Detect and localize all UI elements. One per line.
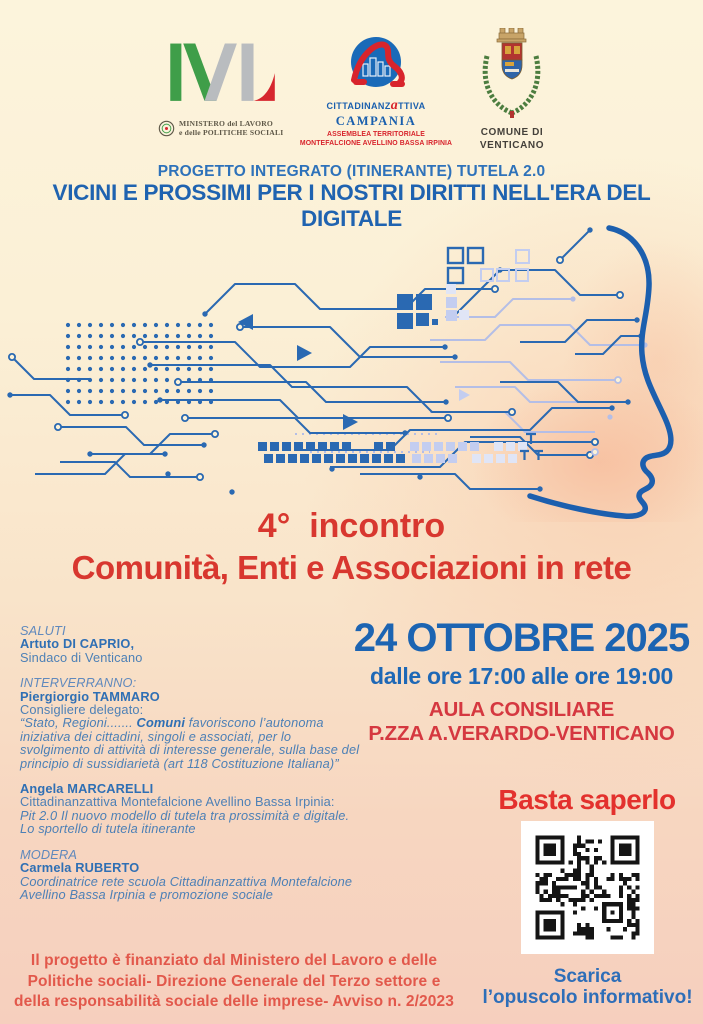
comune-text-line1: COMUNE DI xyxy=(480,127,544,138)
cittadinanzattiva-sub-line1: ASSEMBLEA TERRITORIALE xyxy=(327,131,425,138)
dot-matrix-grid xyxy=(66,323,213,404)
project-title: VICINI E PROSSIMI PER I NOSTRI DIRITTI NELL'ERA DEL DIGITALE xyxy=(52,180,651,231)
speaker2-org: Cittadinanzattiva Montefalcione Avellino Bassa Irpinia: xyxy=(20,794,335,810)
italy-emblem-icon xyxy=(158,120,175,137)
qr-caption-line1: Scarica xyxy=(553,966,622,987)
ministero-logo-text-line2: e delle POLITICHE SOCIALI xyxy=(179,128,284,137)
cittadinanzattiva-sub-line2: MONTEFALCIONE AVELLINO BASSA IRPINIA xyxy=(299,139,453,147)
interverranno-block xyxy=(20,676,362,770)
venticano-crest-icon xyxy=(465,28,559,120)
speaker2-name: Angela MARCARELLI xyxy=(20,781,154,797)
meeting-title: Comunità, Enti e Associazioni in rete xyxy=(71,549,632,586)
cittadinanzattiva-mark-icon xyxy=(335,34,417,92)
event-venue xyxy=(340,698,703,746)
ministero-lavoro-logo xyxy=(158,38,292,137)
brand-red-a: a xyxy=(390,98,399,113)
venue-line2: P.ZZA A.VERARDO-VENTICANO xyxy=(368,722,675,745)
meeting-number-title: 4° incontro xyxy=(257,507,446,545)
speaker2-topic: Pit 2.0 Il nuovo modello di tutela tra prossimità e digitale. Lo sportello di tutela itinerante xyxy=(20,807,350,837)
speaker1-role: Consigliere delegato: xyxy=(20,702,144,718)
qr-heading: Basta saperlo xyxy=(498,784,676,815)
speaker1-name: Piergiorgio TAMMARO xyxy=(20,688,160,704)
circuit-face-graphic xyxy=(0,222,703,522)
funding-statement: Il progetto è finanziato dal Ministero del Lavoro e delle Politiche sociali- Direzione Generale del Terzo settore e della responsabilità sociale delle imprese- Avviso n. 2/2023 xyxy=(14,952,454,1010)
quote-bold-word: Comuni xyxy=(136,715,186,731)
speaker2-block xyxy=(20,782,362,836)
ministero-logo-text-line1: MINISTERO del LAVORO xyxy=(179,119,274,128)
interverranno-label: INTERVERRANNO: xyxy=(20,675,137,691)
outline-squares xyxy=(448,248,529,283)
qr-code-icon xyxy=(527,827,648,948)
saluti-block xyxy=(20,624,362,664)
qr-caption-line2: l’opuscolo informativo! xyxy=(482,987,693,1008)
cittadinanzattiva-logo xyxy=(296,34,456,148)
comune-venticano-logo xyxy=(452,28,572,152)
speaker1-quote: “Stato, Regioni....... Comuni favoriscono l’autonoma iniziativa dei cittadini, singoli e associati, per lo svolgimento di attività di interesse generale, sulla base del principio di sussidiarietà (art 118 Costituzione Italiana)” xyxy=(20,715,360,771)
venue-line1: AULA CONSILIARE xyxy=(428,698,615,721)
modera-label: MODERA xyxy=(20,846,78,862)
ml-monogram-icon xyxy=(158,38,288,112)
cittadinanzattiva-region-text: CAMPANIA xyxy=(335,114,417,128)
moderator-name: Carmela RUBERTO xyxy=(20,860,140,876)
project-subtitle: PROGETTO INTEGRATO (ITINERANTE) TUTELA 2.0 xyxy=(157,163,546,180)
saluti-role: Sindaco di Venticano xyxy=(20,649,143,665)
program-column xyxy=(20,624,362,913)
saluti-label: SALUTI xyxy=(20,623,66,638)
modera-block xyxy=(20,848,362,902)
cittadinanzattiva-brand-text: CITTADINANZaTTIVA xyxy=(326,98,426,113)
comune-text-line2: VENTICANO xyxy=(479,139,545,151)
qr-caption xyxy=(455,966,703,1008)
saluti-name: Artuto DI CAPRIO, xyxy=(20,636,135,652)
event-date: 24 OTTOBRE 2025 xyxy=(353,616,690,660)
event-time: dalle ore 17:00 alle ore 19:00 xyxy=(370,663,673,689)
solid-square-cluster xyxy=(397,284,469,329)
qr-code xyxy=(521,821,654,954)
moderator-role: Coordinatrice rete scuola Cittadinanzattiva Montefalcione Avellino Bassa Irpinia e promozione sociale xyxy=(20,873,353,902)
